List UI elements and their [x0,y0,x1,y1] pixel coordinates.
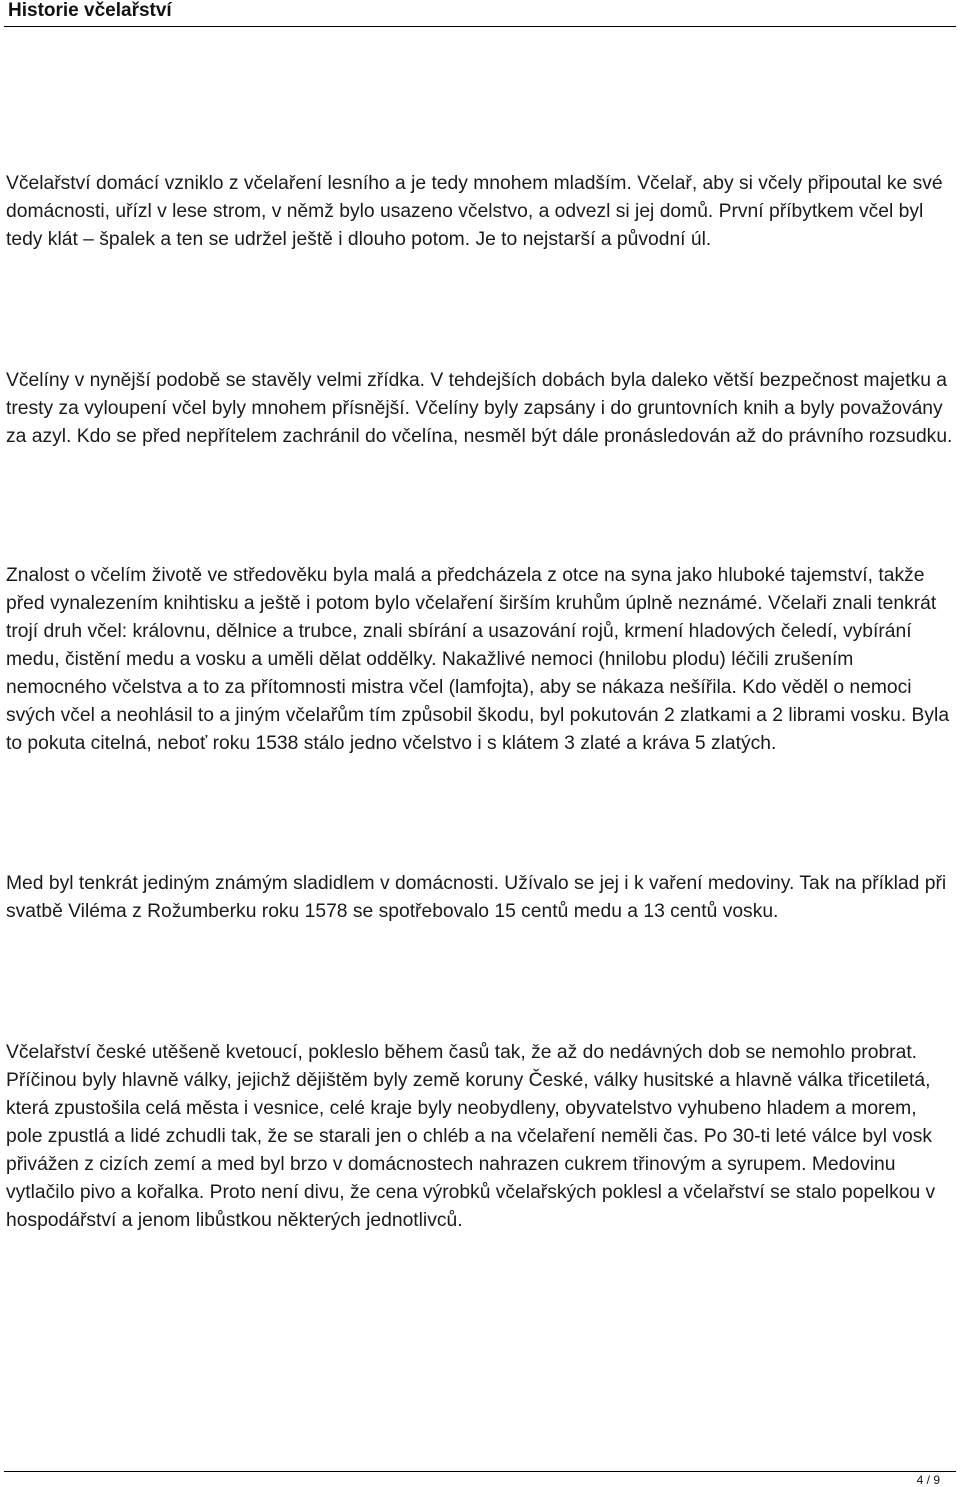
paragraph-5: Včelařství české utěšeně kvetoucí, pokleslo během časů tak, že až do nedávných dob se nemohlo probrat. Příčinou byly hlavně války, jejichž dějištěm byly země koruny České, války husitské a hlavně válka třicetiletá, která zpustošila celá města i vesnice, celé kraje byly neobydleny, obyvatelstvo vyhubeno hladem a morem, pole zpustlá a lidé zchudli tak, že se starali jen o chléb a na včelaření neměli čas. Po 30-ti leté válce byl vosk přivážen z cizích zemí a med byl brzo v domácnostech nahrazen cukrem třinovým a syrupem. Medovinu vytlačilo pivo a kořalka. Proto není divu, že cena výrobků včelařských poklesl a včelařství se stalo popelkou v hospodářství a jenom libůstkou některých jednotlivců. [6,1042,936,1231]
header-divider [4,26,956,27]
page-number: 4 / 9 [916,1473,940,1487]
paragraph-1: Včelařství domácí vzniklo z včelaření lesního a je tedy mnohem mladším. Včelař, aby si včely připoutal ke své domácnosti, uřízl v lese strom, v němž bylo usazeno včelstvo, a odvezl si jej domů. První příbytkem včel byl tedy klát – špalek a ten se udržel ještě i dlouho potom. Je to nejstarší a původní úl. [6,173,943,250]
footer-divider [4,1471,956,1472]
paragraph-2: Včelíny v nynější podobě se stavěly velmi zřídka. V tehdejších dobách byla daleko větší bezpečnost majetku a tresty za vyloupení včel byly mnohem přísnější. Včelíny byly zapsány i do gruntovních knih a byly považovány za azyl. Kdo se před nepřítelem zachránil do včelína, nesměl být dále pronásledován až do právního rozsudku. [6,370,953,447]
paragraph-4: Med byl tenkrát jediným známým sladidlem v domácnosti. Užívalo se jej i k vaření medoviny. Tak na příklad při svatbě Viléma z Rožumberku roku 1578 se spotřebovalo 15 centů medu a 13 centů vosku. [6,873,947,922]
document-title: Historie včelařství [8,0,172,21]
paragraph-3: Znalost o včelím životě ve středověku byla malá a předcházela z otce na syna jako hluboké tajemství, takže před vynalezením knihtisku a ještě i potom bylo včelaření širším kruhům úplně neznámé. Včelaři znali tenkrát trojí druh včel: královnu, dělnice a trubce, znali sbírání a usazování rojů, krmení hladových čeledí, vybírání medu, čistění medu a vosku a uměli dělat oddělky. Nakažlivé nemoci (hnilobu plodu) léčili zrušením nemocného včelstva a to za přítomnosti mistra včel (lamfojta), aby se nákaza nešířila. Kdo věděl o nemoci svých včel a neohlásil to a jiným včelařům tím způsobil škodu, byl pokutován 2 zlatkami a 2 librami vosku. Byla to pokuta citelná, neboť roku 1538 stálo jedno včelstvo i s klátem 3 zlaté a kráva 5 zlatých. [6,565,950,754]
